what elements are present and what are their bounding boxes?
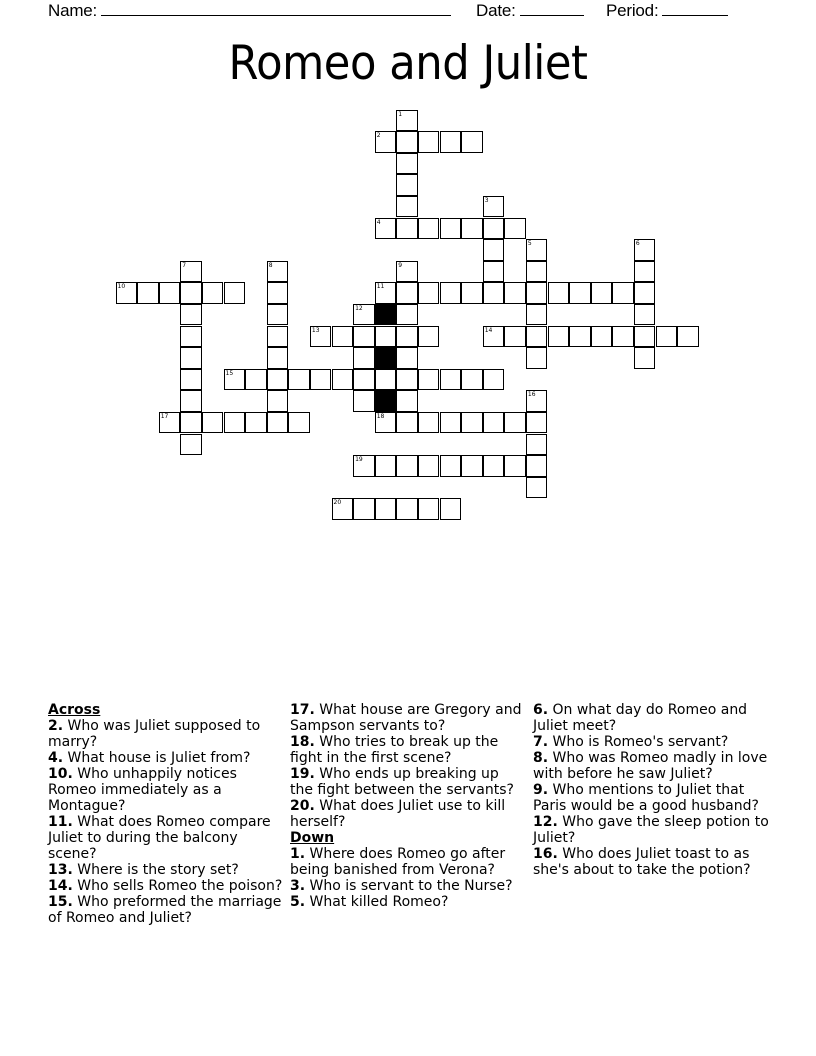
grid-cell[interactable]: [418, 326, 440, 348]
clue-item: [533, 702, 769, 734]
grid-cell[interactable]: [440, 282, 462, 304]
clue-number: 10: [117, 283, 126, 291]
grid-cell[interactable]: [504, 455, 526, 477]
clue-text: What does Romeo compare Juliet to during the balcony scene?: [48, 814, 271, 862]
clue-num: 13.: [48, 862, 73, 878]
grid-cell[interactable]: [612, 282, 634, 304]
page-title: Romeo and Juliet: [228, 36, 588, 91]
grid-cell[interactable]: [396, 326, 418, 348]
date-label: Date:: [476, 1, 516, 20]
grid-cell[interactable]: [180, 412, 202, 434]
grid-cell[interactable]: [396, 282, 418, 304]
clue-num: 17.: [290, 702, 315, 718]
clue-item: [533, 782, 769, 814]
grid-cell[interactable]: [180, 390, 202, 412]
grid-cell[interactable]: [418, 412, 440, 434]
grid-cell[interactable]: [224, 412, 246, 434]
clue-num: 15.: [48, 894, 73, 910]
grid-cell[interactable]: [288, 412, 310, 434]
black-cell: [375, 390, 397, 412]
grid-cell[interactable]: [440, 218, 462, 240]
clue-num: 10.: [48, 766, 73, 782]
grid-cell[interactable]: [569, 282, 591, 304]
grid-cell[interactable]: [396, 390, 418, 412]
clue-number: 2: [376, 132, 381, 140]
grid-cell[interactable]: [504, 282, 526, 304]
clue-text: Who ends up breaking up the fight between the servants?: [290, 766, 514, 798]
grid-cell[interactable]: [396, 110, 418, 132]
grid-cell[interactable]: [591, 326, 613, 348]
grid-cell[interactable]: [180, 326, 202, 348]
clue-number: 19: [355, 456, 363, 464]
grid-cell[interactable]: [483, 412, 505, 434]
grid-cell[interactable]: [116, 282, 138, 304]
grid-cell[interactable]: [461, 369, 483, 391]
clue-number: 13: [311, 326, 320, 334]
clue-number: 18: [376, 412, 385, 420]
grid-cell[interactable]: [418, 218, 440, 240]
clue-text: Who was Romeo madly in love with before he saw Juliet?: [533, 750, 768, 782]
clue-number: 6: [635, 240, 640, 248]
clue-text: On what day do Romeo and Juliet meet?: [533, 702, 748, 734]
grid-cell[interactable]: [375, 326, 397, 348]
clue-item: [290, 894, 526, 910]
grid-cell[interactable]: [353, 390, 375, 412]
name-field[interactable]: [48, 0, 451, 21]
grid-cell[interactable]: [180, 261, 202, 283]
clue-item: [48, 750, 284, 766]
clue-num: 5.: [290, 894, 306, 910]
clue-item: [533, 734, 769, 750]
clue-num: 1.: [290, 846, 306, 862]
clue-number: 11: [376, 283, 385, 291]
grid-cell[interactable]: [504, 218, 526, 240]
grid-cell[interactable]: [224, 369, 246, 391]
grid-cell[interactable]: [137, 282, 159, 304]
clue-item: [533, 814, 769, 846]
clue-number: 15: [225, 369, 234, 377]
grid-cell[interactable]: [375, 498, 397, 520]
grid-cell[interactable]: [483, 455, 505, 477]
grid-cell[interactable]: [267, 304, 289, 326]
clue-number: 8: [268, 261, 273, 269]
grid-cell[interactable]: [461, 412, 483, 434]
name-label: Name:: [48, 1, 98, 20]
clue-item: [48, 814, 284, 862]
grid-cell[interactable]: [483, 326, 505, 348]
date-line[interactable]: [520, 0, 584, 16]
clue-number: 3: [484, 196, 489, 204]
grid-cell[interactable]: [418, 282, 440, 304]
grid-cell[interactable]: [375, 131, 397, 153]
grid-cell[interactable]: [526, 434, 548, 456]
grid-cell[interactable]: [440, 412, 462, 434]
grid-cell[interactable]: [418, 455, 440, 477]
clue-text: Who gave the sleep potion to Juliet?: [533, 814, 769, 846]
grid-cell[interactable]: [526, 477, 548, 499]
date-field[interactable]: [476, 0, 584, 21]
clue-number: 4: [376, 218, 381, 226]
grid-cell[interactable]: [634, 282, 656, 304]
grid-cell[interactable]: [418, 131, 440, 153]
grid-cell[interactable]: [634, 304, 656, 326]
clue-item: [290, 846, 526, 878]
clue-text: What does Juliet use to kill herself?: [290, 798, 506, 830]
clue-number: 20: [333, 499, 342, 507]
clue-text: Who mentions to Juliet that Paris would be a good husband?: [533, 782, 759, 814]
grid-cell[interactable]: [548, 326, 570, 348]
grid-cell[interactable]: [180, 282, 202, 304]
grid-cell[interactable]: [483, 196, 505, 218]
black-cell: [375, 347, 397, 369]
clue-num: 16.: [533, 846, 558, 862]
grid-cell[interactable]: [396, 304, 418, 326]
grid-cell[interactable]: [396, 455, 418, 477]
grid-cell[interactable]: [288, 369, 310, 391]
grid-cell[interactable]: [526, 390, 548, 412]
clues-column-1: [48, 702, 284, 926]
grid-cell[interactable]: [375, 369, 397, 391]
grid-cell[interactable]: [483, 261, 505, 283]
grid-cell[interactable]: [526, 347, 548, 369]
black-cell: [375, 304, 397, 326]
period-line[interactable]: [662, 0, 728, 16]
clue-text: Who sells Romeo the poison?: [77, 878, 283, 894]
grid-cell[interactable]: [332, 498, 354, 520]
name-line[interactable]: [101, 0, 451, 16]
grid-cell[interactable]: [504, 412, 526, 434]
clue-item: [48, 766, 284, 814]
clue-text: Who was Juliet supposed to marry?: [48, 718, 261, 750]
grid-cell[interactable]: [396, 261, 418, 283]
grid-cell[interactable]: [396, 369, 418, 391]
grid-cell[interactable]: [267, 261, 289, 283]
clue-item: [48, 894, 284, 926]
grid-cell[interactable]: [159, 412, 181, 434]
grid-cell[interactable]: [245, 412, 267, 434]
clue-text: Who does Juliet toast to as she's about to take the potion?: [533, 846, 751, 878]
clue-number: 7: [182, 261, 187, 269]
grid-cell[interactable]: [396, 196, 418, 218]
clue-num: 12.: [533, 814, 558, 830]
grid-cell[interactable]: [634, 261, 656, 283]
grid-cell[interactable]: [634, 326, 656, 348]
clue-num: 18.: [290, 734, 315, 750]
clue-number: 12: [355, 304, 363, 312]
grid-cell[interactable]: [548, 282, 570, 304]
grid-cell[interactable]: [483, 218, 505, 240]
period-field[interactable]: [606, 0, 728, 21]
grid-cell[interactable]: [526, 282, 548, 304]
grid-cell[interactable]: [634, 347, 656, 369]
grid-cell[interactable]: [375, 412, 397, 434]
clue-item: [290, 878, 526, 894]
clue-text: Who tries to break up the fight in the first scene?: [290, 734, 499, 766]
grid-cell[interactable]: [267, 390, 289, 412]
clue-number: 14: [484, 326, 493, 334]
grid-cell[interactable]: [375, 455, 397, 477]
clue-text: Who unhappily notices Romeo immediately as a Montague?: [48, 766, 237, 814]
grid-cell[interactable]: [440, 131, 462, 153]
grid-cell[interactable]: [418, 369, 440, 391]
grid-cell[interactable]: [483, 282, 505, 304]
grid-cell[interactable]: [267, 347, 289, 369]
clue-text: Where is the story set?: [77, 862, 239, 878]
grid-cell[interactable]: [310, 326, 332, 348]
grid-cell[interactable]: [634, 239, 656, 261]
clue-number: 17: [160, 412, 169, 420]
clue-num: 7.: [533, 734, 549, 750]
clue-text: Who preformed the marriage of Romeo and Juliet?: [48, 894, 282, 926]
grid-cell[interactable]: [332, 326, 354, 348]
grid-cell[interactable]: [526, 412, 548, 434]
grid-cell[interactable]: [159, 282, 181, 304]
grid-cell[interactable]: [418, 498, 440, 520]
grid-cell[interactable]: [461, 218, 483, 240]
grid-cell[interactable]: [656, 326, 678, 348]
grid-cell[interactable]: [375, 282, 397, 304]
clue-num: 4.: [48, 750, 64, 766]
grid-cell[interactable]: [353, 455, 375, 477]
clue-text: What killed Romeo?: [309, 894, 449, 910]
grid-cell[interactable]: [332, 369, 354, 391]
clue-num: 11.: [48, 814, 73, 830]
grid-cell[interactable]: [440, 455, 462, 477]
grid-cell[interactable]: [461, 455, 483, 477]
clue-number: 16: [527, 391, 536, 399]
grid-cell[interactable]: [310, 369, 332, 391]
clue-num: 19.: [290, 766, 315, 782]
grid-cell[interactable]: [267, 369, 289, 391]
grid-cell[interactable]: [224, 282, 246, 304]
grid-cell[interactable]: [353, 304, 375, 326]
grid-cell[interactable]: [353, 347, 375, 369]
grid-cell[interactable]: [526, 304, 548, 326]
grid-cell[interactable]: [526, 239, 548, 261]
clue-number: 5: [527, 240, 532, 248]
grid-cell[interactable]: [504, 326, 526, 348]
clue-text: Who is servant to the Nurse?: [309, 878, 513, 894]
grid-cell[interactable]: [353, 326, 375, 348]
grid-cell[interactable]: [396, 412, 418, 434]
grid-cell[interactable]: [396, 218, 418, 240]
clue-item: [48, 718, 284, 750]
clue-number: 9: [398, 261, 403, 269]
grid-cell[interactable]: [461, 282, 483, 304]
grid-cell[interactable]: [267, 412, 289, 434]
grid-cell[interactable]: [440, 369, 462, 391]
clue-text: Where does Romeo go after being banished from Verona?: [290, 846, 506, 878]
clue-item: [533, 750, 769, 782]
clue-item: [290, 766, 526, 798]
clue-item: [48, 878, 284, 894]
grid-cell[interactable]: [396, 498, 418, 520]
grid-cell[interactable]: [396, 347, 418, 369]
grid-cell[interactable]: [180, 434, 202, 456]
grid-cell[interactable]: [591, 282, 613, 304]
clues-column-2: [290, 702, 526, 910]
grid-cell[interactable]: [461, 131, 483, 153]
grid-cell[interactable]: [396, 174, 418, 196]
grid-cell[interactable]: [396, 131, 418, 153]
clue-num: 6.: [533, 702, 549, 718]
grid-cell[interactable]: [202, 412, 224, 434]
grid-cell[interactable]: [180, 369, 202, 391]
grid-cell[interactable]: [353, 369, 375, 391]
across-heading: Across: [48, 702, 101, 718]
clue-text: Who is Romeo's servant?: [552, 734, 729, 750]
grid-cell[interactable]: [526, 455, 548, 477]
grid-cell[interactable]: [483, 239, 505, 261]
clue-num: 20.: [290, 798, 315, 814]
clue-item: [290, 734, 526, 766]
clue-item: [533, 846, 769, 878]
grid-cell[interactable]: [569, 326, 591, 348]
clue-num: 2.: [48, 718, 64, 734]
grid-cell[interactable]: [180, 347, 202, 369]
clue-text: What house are Gregory and Sampson servants to?: [290, 702, 522, 734]
grid-cell[interactable]: [267, 282, 289, 304]
clue-item: [290, 702, 526, 734]
grid-cell[interactable]: [180, 304, 202, 326]
clue-num: 14.: [48, 878, 73, 894]
down-heading: Down: [290, 830, 335, 846]
grid-cell[interactable]: [353, 498, 375, 520]
clue-number: 1: [398, 110, 403, 118]
grid-cell[interactable]: [526, 261, 548, 283]
grid-cell[interactable]: [267, 326, 289, 348]
clue-num: 3.: [290, 878, 306, 894]
clues-column-3: [533, 702, 769, 878]
clue-item: [290, 798, 526, 830]
grid-cell[interactable]: [677, 326, 699, 348]
clue-num: 9.: [533, 782, 549, 798]
grid-cell[interactable]: [245, 369, 267, 391]
clue-text: What house is Juliet from?: [67, 750, 251, 766]
grid-cell[interactable]: [483, 369, 505, 391]
grid-cell[interactable]: [396, 153, 418, 175]
grid-cell[interactable]: [375, 218, 397, 240]
clue-item: [48, 862, 284, 878]
grid-cell[interactable]: [612, 326, 634, 348]
clue-num: 8.: [533, 750, 549, 766]
grid-cell[interactable]: [526, 326, 548, 348]
grid-cell[interactable]: [440, 498, 462, 520]
period-label: Period:: [606, 1, 659, 20]
grid-cell[interactable]: [202, 282, 224, 304]
